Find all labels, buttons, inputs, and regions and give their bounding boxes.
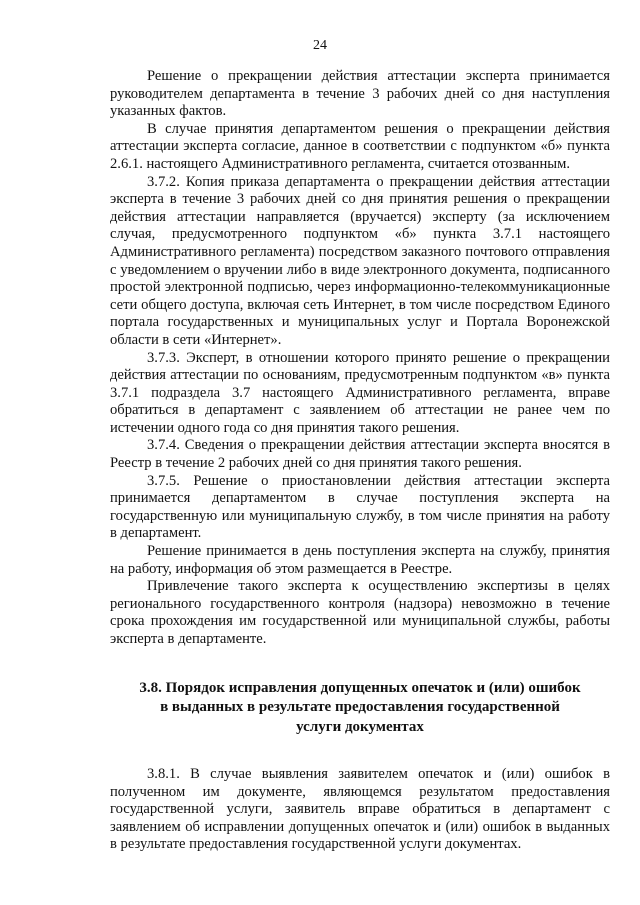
document-body (110, 68, 610, 854)
page-number: 24 (313, 38, 327, 53)
section-heading-line: услуги документах (296, 718, 424, 735)
section-heading-line: 3.8. Порядок исправления допущенных опечаток и (или) ошибок (139, 679, 581, 696)
paragraph-3-7-4: 3.7.4. Сведения о прекращении действия аттестации эксперта вносятся в Реестр в течение 2 рабочих дней со дня принятия такого решения. (110, 437, 610, 472)
paragraph-expert-involvement: Привлечение такого эксперта к осуществлению экспертизы в целях регионального государственного контроля (надзора) невозможно в течение срока прохождения им государственной или муниципальной службы, работы эксперта в департаменте. (110, 578, 610, 647)
section-spacer (110, 737, 610, 766)
paragraph-consent-revoked: В случае принятия департаментом решения о прекращении действия аттестации эксперта согласие, данное в соответствии с подпунктом «б» пункта 2.6.1. настоящего Административного регламента, считается отозванным. (110, 120, 610, 172)
paragraph-3-7-2: 3.7.2. Копия приказа департамента о прекращении действия аттестации эксперта в течение 3 рабочих дней со дня принятия решения о прекращении действия аттестации направляется (вручается) эксперту (за исключением случая, предусмотренного подпунктом «б» пункта 3.7.1 настоящего Административного регламента) посредством заказного почтового отправления с уведомлением о вручении либо в виде электронного документа, подписанного простой электронной подписью, через информационно-телекоммуникационные сети общего доступа, включая сеть Интернет, в том числе посредством Единого портала государственных и муниципальных услуг и Портала Воронежской области в сети «Интернет». (110, 173, 610, 348)
paragraph-decision-day: Решение принимается в день поступления эксперта на службу, принятия на работу, информация об этом размещается в Реестре. (110, 543, 610, 577)
section-heading-3-8 (110, 679, 610, 738)
paragraph-3-8-1: 3.8.1. В случае выявления заявителем опечаток и (или) ошибок в полученном им документе, являющемся результатом предоставления государственной услуги, заявитель вправе обратиться в департамент с заявлением об исправлении допущенных опечаток и (или) ошибок в выданных в результате предоставления государственной услуги документах. (110, 766, 610, 853)
paragraph-decision-timing: Решение о прекращении действия аттестации эксперта принимается руководителем департамента в течение 3 рабочих дней со дня наступления указанных фактов. (110, 68, 610, 120)
paragraph-3-7-5: 3.7.5. Решение о приостановлении действия аттестации эксперта принимается департаментом в случае поступления эксперта на государственную или муниципальную службу, в том числе принятия на работу в департамент. (110, 472, 610, 542)
paragraph-3-7-3: 3.7.3. Эксперт, в отношении которого принято решение о прекращении действия аттестации по основаниям, предусмотренным подпунктом «в» пункта 3.7.1 подраздела 3.7 настоящего Административного регламента, вправе обратиться в департамент с заявлением об аттестации не ранее чем по истечении одного года со дня принятия такого решения. (110, 349, 610, 436)
section-heading-line: в выданных в результате предоставления государственной (160, 699, 560, 716)
